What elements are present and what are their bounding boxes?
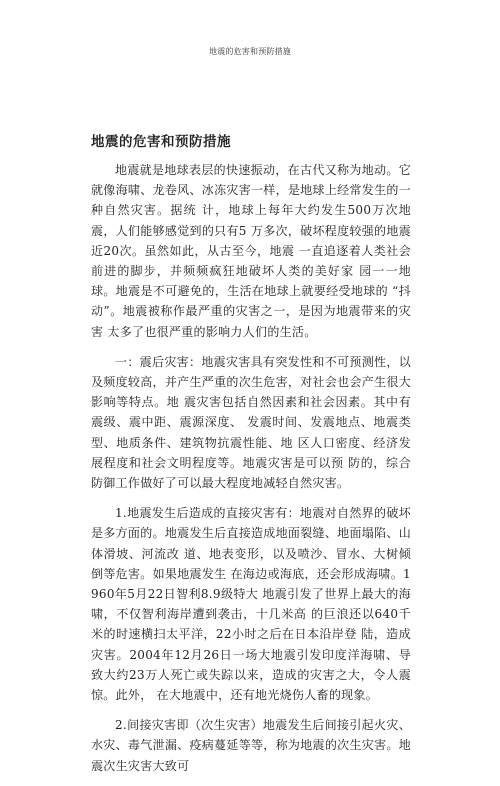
document-title: 地震的危害和预防措施: [91, 134, 231, 150]
running-header: 地震的危害和预防措施: [209, 47, 291, 56]
paragraph-intro: 地震就是地球表层的快速振动，在古代又称为地动。它就像海啸、龙卷风、冰冻灾害一样，是地球上经常发生的一种自然灾害。据统 计，地球上每年大约发生500万次地震，人们能够感觉到的只有5 万多次，破坏程度较强的地震近20次。虽然如此，从古至今，地震 一直追逐着人类社会前进的脚步，并频频疯狂地破坏人类的美好家 园一一地球。地震是不可避免的，生活在地球上就要经受地球的 “抖动”。地震被称作最严重的灾害之一，是因为地震带来的灾害 太多了也很严重的影响力人们的生活。: [91, 163, 411, 339]
document-body: [91, 130, 411, 786]
paragraph-post-quake-disasters: 一：震后灾害：地震灾害具有突发性和不可预测性，以及频度较高，并产生严重的次生危害，对社会也会产生很大影响等特点。地 震灾害包括自然因素和社会因素。其中有震级、震中距、震源深度、 发震时间、发震地点、地震类型、地质条件、建筑物抗震性能、地 区人口密度、经济发展程度和社会文明程度等。地震灾害是可以预 防的，综合防御工作做好了可以最大程度地减轻自然灾害。: [91, 354, 411, 491]
paragraph-direct-disasters: 1.地震发生后造成的直接灾害有：地震对自然界的破坏是多方面的。地震发生后直接造成地面裂缝、地面塌陷、山体滑坡、河流改 道、地表变形，以及喷沙、冒水、大树倾倒等危害。如果地震发生 在海边或海底，还会形成海啸。1960年5月22日智利8.9级特大 地震引发了世界上最大的海啸，不仅智利海岸遭到袭击，十几米高 的巨浪还以640千米的时速横扫太平洋，22小时之后在日本沿岸登 陆，造成灾害。2004年12月26日一场大地震引发印度洋海啸、导 致大约23万人死亡或失踪以来，造成的灾害之大，令人震惊。此外， 在大地震中，还有地光烧伤人畜的现象。: [91, 506, 411, 703]
paragraph-secondary-disasters: 2.间接灾害即（次生灾害）地震发生后间接引起火灾、水灾、毒气泄漏、疫病蔓延等等，称为地震的次生灾害。地震次生灾害大致可: [91, 718, 411, 773]
